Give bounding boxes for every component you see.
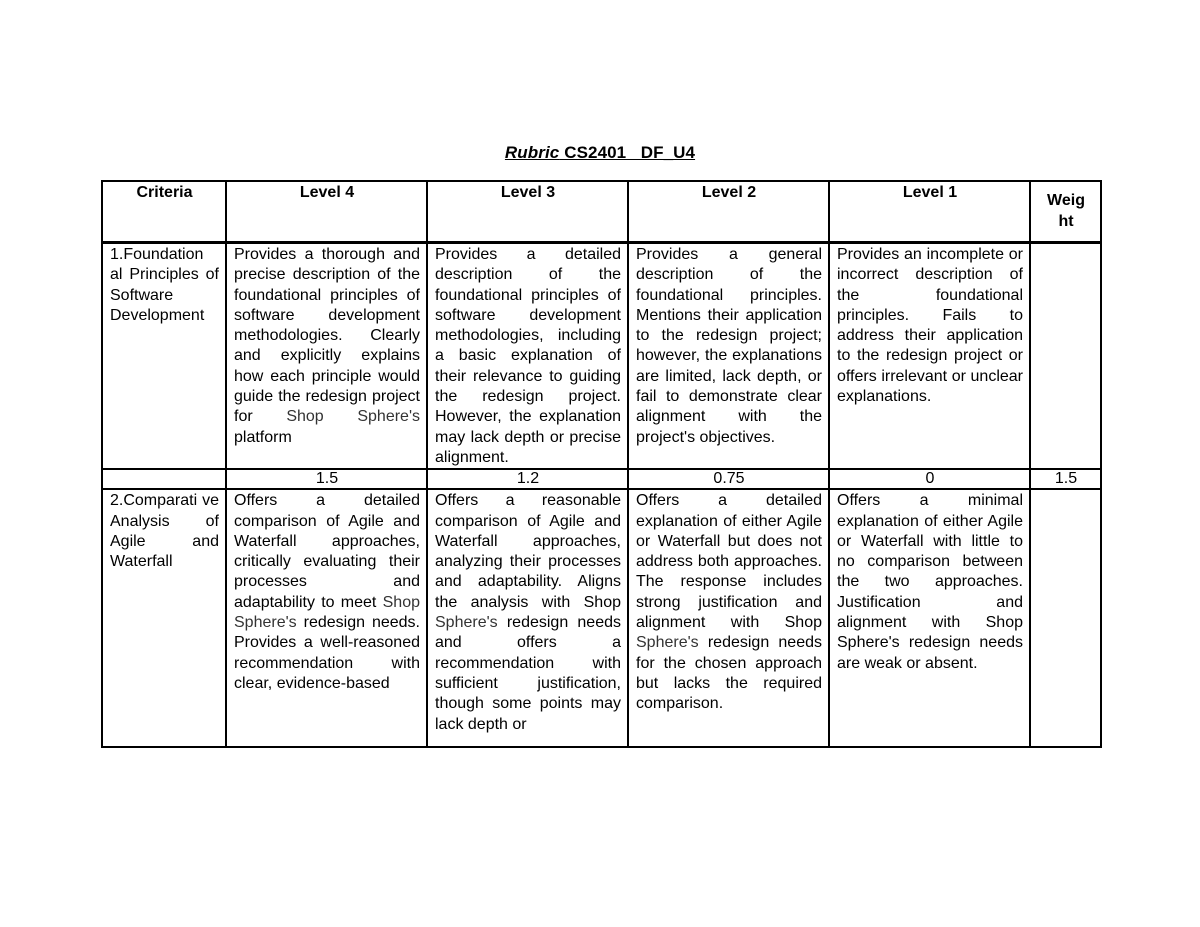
level-3-cell — [427, 489, 628, 747]
header-weight: Weig ht — [1030, 181, 1101, 243]
level-2-cell: Provides a general description of the foundational principles. Mentions their application to the redesign project; however, the explanations are limited, lack depth, or fail to demonstrate clear alignment with the project's objectives. — [628, 243, 829, 470]
level-2-text-end: redesign needs for the chosen approach but lacks the required comparison. — [636, 634, 822, 713]
title-course-code: CS2401 DF_U4 — [559, 143, 696, 162]
rubric-table — [101, 180, 1102, 748]
shop-name-text: Sphere's — [435, 614, 498, 632]
document-title — [0, 143, 1200, 163]
weight-cell — [1030, 489, 1101, 747]
level-3-text: Offers a reasonable comparison of Agile and Waterfall approaches, analyzing their processes and adaptability. Aligns the analysis with Shop — [435, 492, 621, 611]
level-4-cell — [226, 243, 427, 470]
table-row — [102, 489, 1101, 747]
level-1-cell: Offers a minimal explanation of either Agile or Waterfall with little to no comparison between the two approaches. Justification and alignment with Shop Sphere's redesign needs are weak or absent. — [829, 489, 1030, 747]
level-4-text-end: redesign needs. Provides a well-reasoned recommendation with clear, evidence-based — [234, 614, 420, 692]
header-criteria: Criteria — [102, 181, 226, 243]
level-2-text: Offers a detailed explanation of either Agile or Waterfall but does not address both approaches. The response includes strong justification and alignment with Shop — [636, 492, 822, 632]
score-level-3: 1.2 — [427, 469, 628, 489]
level-4-text: Provides a thorough and precise description of the foundational principles of software development methodologies. Clearly and explicitly explains how each principle would guide the redesign project for — [234, 246, 420, 426]
score-criteria-cell — [102, 469, 226, 489]
weight-cell — [1030, 243, 1101, 470]
header-level-1: Level 1 — [829, 181, 1030, 243]
level-4-cell — [226, 489, 427, 747]
score-level-2: 0.75 — [628, 469, 829, 489]
level-1-cell: Provides an incomplete or incorrect description of the foundational principles. Fails to address their application to the redesign project or offers irrelevant or unclear explanations. — [829, 243, 1030, 470]
table-row — [102, 243, 1101, 470]
score-row — [102, 469, 1101, 489]
title-rubric-word: Rubric — [504, 143, 560, 162]
header-level-3: Level 3 — [427, 181, 628, 243]
level-2-cell — [628, 489, 829, 747]
shop-name-text: Sphere's — [636, 634, 699, 652]
score-level-4: 1.5 — [226, 469, 427, 489]
header-level-4: Level 4 — [226, 181, 427, 243]
level-4-text: Offers a detailed comparison of Agile and Waterfall approaches, critically evaluating their processes and adaptability to meet — [234, 492, 420, 611]
level-4-text-end: platform — [234, 428, 292, 446]
shop-name-text: Shop Sphere's — [234, 593, 420, 632]
criteria-cell: 1.Foundation al Principles of Software Development — [102, 243, 226, 470]
header-level-2: Level 2 — [628, 181, 829, 243]
criteria-cell: 2.Comparati ve Analysis of Agile and Waterfall — [102, 489, 226, 747]
level-3-cell: Provides a detailed description of the foundational principles of software development methodologies, including a basic explanation of their relevance to guiding the redesign project. However, the explanation may lack depth or precise alignment. — [427, 243, 628, 470]
header-row — [102, 181, 1101, 243]
score-level-1: 0 — [829, 469, 1030, 489]
level-3-text-end: redesign needs and offers a recommendation with sufficient justification, though some points may lack depth or — [435, 614, 621, 733]
score-weight: 1.5 — [1030, 469, 1101, 489]
shop-name-text: Shop Sphere's — [286, 408, 420, 426]
